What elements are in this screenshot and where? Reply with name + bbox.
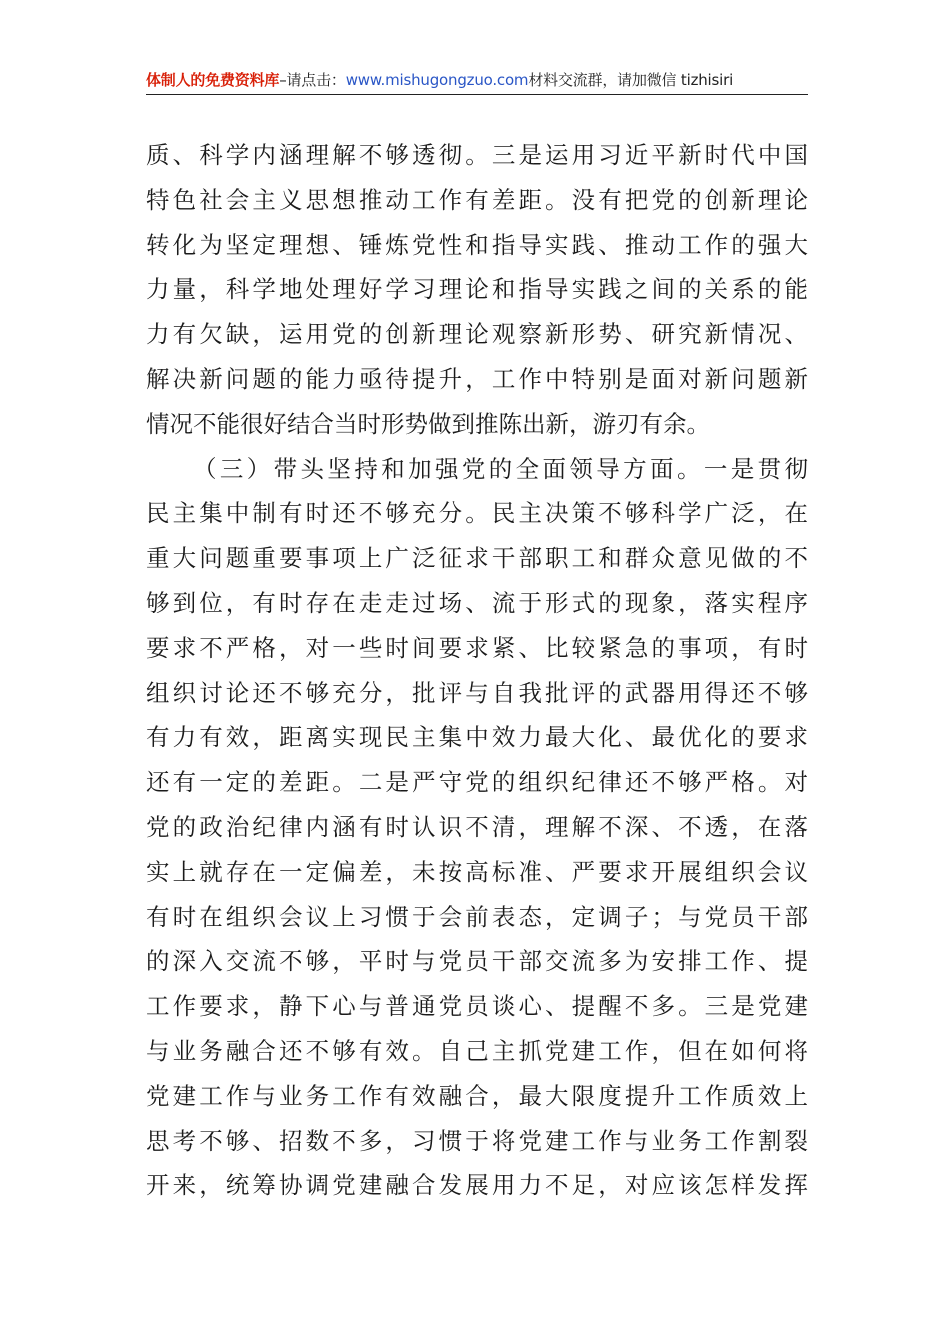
body-line: 实上就存在一定偏差，未按高标准、严要求开展组织会议 bbox=[146, 857, 808, 886]
body-line: 重大问题重要事项上广泛征求干部职工和群众意见做的不 bbox=[146, 544, 808, 573]
body-line: 有力有效，距离实现民主集中效力最大化、最优化的要求 bbox=[146, 723, 808, 752]
header-contact: 材料交流群，请加微信 tizhisiri bbox=[528, 71, 734, 89]
body-line: 党建工作与业务工作有效融合，最大限度提升工作质效上 bbox=[146, 1081, 808, 1110]
body-line: 转化为坚定理想、锤炼党性和指导实践、推动工作的强大 bbox=[146, 230, 808, 259]
body-line: 够到位，有时存在走走过场、流于形式的现象，落实程序 bbox=[146, 588, 808, 617]
body-line: 要求不严格，对一些时间要求紧、比较紧急的事项，有时 bbox=[146, 633, 808, 662]
document-body bbox=[146, 133, 808, 1208]
header-brand: 体制人的免费资料库 bbox=[146, 71, 280, 89]
page-header bbox=[146, 68, 808, 95]
body-line: 力量，科学地处理好学习理论和指导实践之间的关系的能 bbox=[146, 275, 808, 304]
body-line: 党的政治纪律内涵有时认识不清，理解不深、不透，在落 bbox=[146, 812, 808, 841]
body-line: 开来，统筹协调党建融合发展用力不足，对应该怎样发挥 bbox=[146, 1171, 808, 1200]
body-line: 有时在组织会议上习惯于会前表态，定调子；与党员干部 bbox=[146, 902, 808, 931]
body-line: 情况不能很好结合当时形势做到推陈出新，游刃有余。 bbox=[146, 409, 710, 438]
body-line: 组织讨论还不够充分，批评与自我批评的武器用得还不够 bbox=[146, 678, 808, 707]
body-line: 质、科学内涵理解不够透彻。三是运用习近平新时代中国 bbox=[146, 141, 808, 169]
header-prompt: –请点击： bbox=[279, 71, 346, 89]
header-url-link[interactable]: www.mishugongzuo.com bbox=[345, 71, 529, 89]
section-heading-line: （三）带头坚持和加强党的全面领导方面。一是贯彻 bbox=[193, 454, 808, 483]
body-line: 与业务融合还不够有效。自己主抓党建工作，但在如何将 bbox=[146, 1036, 808, 1065]
body-line: 民主集中制有时还不够充分。民主决策不够科学广泛，在 bbox=[146, 499, 808, 528]
body-line: 特色社会主义思想推动工作有差距。没有把党的创新理论 bbox=[146, 185, 808, 214]
body-line: 的深入交流不够，平时与党员干部交流多为安排工作、提 bbox=[146, 947, 808, 976]
body-line: 工作要求，静下心与普通党员谈心、提醒不多。三是党建 bbox=[146, 992, 808, 1021]
body-line: 解决新问题的能力亟待提升，工作中特别是面对新问题新 bbox=[146, 364, 808, 393]
body-line: 思考不够、招数不多，习惯于将党建工作与业务工作割裂 bbox=[146, 1126, 808, 1155]
body-line: 力有欠缺，运用党的创新理论观察新形势、研究新情况、 bbox=[146, 320, 808, 349]
body-line: 还有一定的差距。二是严守党的组织纪律还不够严格。对 bbox=[146, 768, 808, 797]
